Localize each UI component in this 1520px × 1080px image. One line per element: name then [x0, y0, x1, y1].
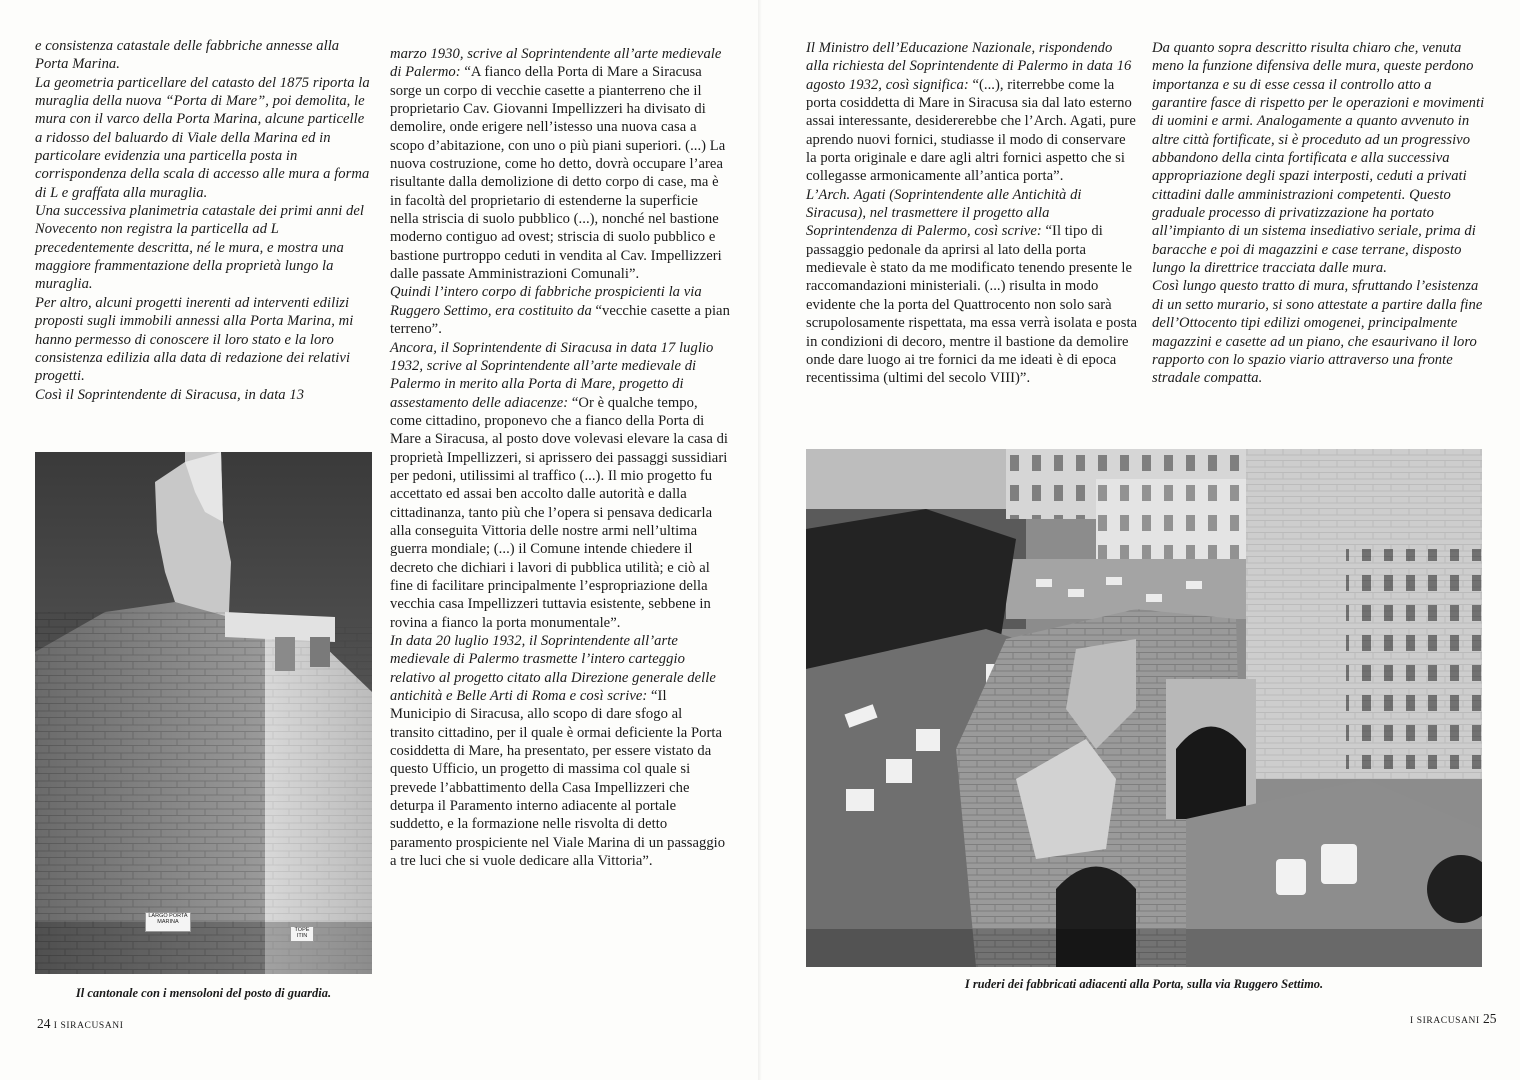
photo-corner-tower	[35, 452, 372, 974]
page-number: 24	[37, 1016, 51, 1031]
paragraph: Il Ministro dell’Educazione Nazionale, rispondendo alla richiesta del Soprintendente di Palermo in data 16 agosto 1932, così significa: “(...), riterrebbe come la porta cosiddetta di Mare in Siracusa sia dal lato esterno assai interessante, desidererebbe che l’Arch. Agati, pure aprendo nuovi fornici, studiasse il modo di conservare la porta originale e dare agli altri fornici aspetto che si collegasse armonicamente all’antica porta”.	[806, 40, 1136, 185]
photo-corner-tower-graphic	[35, 452, 372, 974]
folio-left	[37, 1016, 124, 1032]
page-number: 25	[1483, 1011, 1497, 1026]
page-gutter	[758, 0, 762, 1080]
caption-left: Il cantonale con i mensoloni del posto di guardia.	[75, 986, 332, 1000]
left-column-2	[390, 45, 730, 870]
photo-ruins-aerial	[806, 449, 1482, 967]
paragraph: In data 20 luglio 1932, il Soprintendente all’arte medievale di Palermo trasmette l’intero carteggio relativo al progetto citato alla Direzione generale delle antichità e Belle Arti di Roma e così scrive: “Il Municipio di Siracusa, allo scopo di dare sfogo al transito cittadino, per il quale è ormai deficiente la Porta cosiddetta di Mare, ha presentato, per essere vistato da questo Ufficio, un progetto di massima col quale si prevede l’abbattimento della Casa Impellizzeri che deturpa il Paramento interno adiacente al portale suddetto, e la formazione nelle risvolta di detto paramento prospiciente nel Viale Marina di un passaggio a tre luci che si vuole dedicare alla Vittoria”.	[390, 633, 726, 870]
right-column-2	[1152, 39, 1486, 388]
paragraph: Una successiva planimetria catastale dei primi anni del Novecento non registra la particella ad L precedentemente descritta, né le mura, e mostra una maggiore frammentazione della proprietà lungo la muraglia.	[35, 203, 365, 293]
photo-ruins-aerial-graphic	[806, 449, 1482, 967]
right-column-1	[806, 39, 1138, 388]
paragraph: marzo 1930, scrive al Soprintendente all’arte medievale di Palermo: “A fianco della Porta di Mare a Siracusa sorge un corpo di vecchie casette a pianterreno che il proprietario Cav. Giovanni Impellizzeri ha divisato di demolire, onde erigere nell’istesso una nuova casa a scopo d’abitazione, con uno o più piani superiori. (...) La nuova costruzione, come ho detto, dovrà occupare l’area risultante dalla demolizione di detto corpo di case, ma è in facoltà del proprietario di estenderne la superficie nella striscia di suolo pubblico (...), nonché nel bastione moderno contiguo ad ovest; striscia di suolo pubblico e bastione purtroppo ceduti in vendita al Cav. Impellizzeri dalle passate Amministrazioni Comunali”.	[390, 46, 726, 283]
paragraph: La geometria particellare del catasto del 1875 riporta la muraglia della nuova “Porta di Mare”, poi demolita, le mura con il varco della Porta Marina, alcune particelle a ridosso del baluardo di Viale della Marina ed in particolare evidenzia una particella posta in corrispondenza della scala di accesso alle mura a forma di L e graffata alla muraglia.	[35, 74, 370, 201]
paragraph: e consistenza catastale delle fabbriche annesse alla Porta Marina.	[35, 38, 340, 73]
left-column-1	[35, 37, 373, 404]
paragraph: Ancora, il Soprintendente di Siracusa in data 17 luglio 1932, scrive al Soprintendente all’arte medievale di Palermo in merito alla Porta di Mare, progetto di assestamento delle adiacenze: “Or è qualche tempo, come cittadino, proponevo che a fianco della Porta di Mare a Siracusa, al posto dove volevasi elevare la casa di proprietà Impellizzeri, si aprissero dei passaggi sussidiari per pedoni, utilissimi al traffico (...). Il mio progetto fu accettato ed assai ben accolto dalle autorità e dalla cittadinanza, tanto più che l’opera si pensava dedicarla alla conseguita Vittoria delle nostre armi nell’ultima guerra mondiale; (...) il Comune intende chiedere il decreto che dichiari i lavori di pubblica utilità; e ciò al fine di facilitare principalmente l’espropriazione della vecchia casa Impellizzeri tuttavia esistente, sebbene in rovina a fianco la porta monumentale”.	[390, 339, 729, 631]
paragraph: Da quanto sopra descritto risulta chiaro che, venuta meno la funzione difensiva delle mura, queste perdono importanza e su di esse cessa il controllo atto a garantire fasce di rispetto per le operazioni e movimenti di uomini e armi. Analogamente a quanto avvenuto in altre città fortificate, si è proceduto ad un progressivo abbandono della cinta fortificata e alla successiva appropriazione degli spazi interposti, ceduti a privati cittadini dalle amministrazioni competenti. Questo graduale processo di privatizzazione ha portato all’impianto di un sistema insediativo seriale, prima di baracche e poi di magazzini e case terrane, disposto lungo la direttrice tracciata dalle mura.	[1152, 40, 1485, 277]
paragraph: Così il Soprintendente di Siracusa, in data 13	[35, 386, 305, 403]
paragraph: Per altro, alcuni progetti inerenti ad interventi edilizi proposti sugli immobili annessi alla Porta Marina, mi hanno permesso di conoscere il loro stato e la loro consistenza edilizia alla data di redazione dei relativi progetti.	[35, 294, 354, 385]
street-sign-small: TOPE ITIN	[290, 926, 314, 942]
paragraph: Quindi l’intero corpo di fabbriche prospicienti la via Ruggero Settimo, era costituito da “vecchie casette a pian terreno”.	[390, 284, 730, 338]
folio-right	[1410, 1011, 1497, 1027]
paragraph: L’Arch. Agati (Soprintendente alle Antichità di Siracusa), nel trasmettere il progetto alla Soprintendenza di Palermo, così scrive: “Il tipo di passaggio pedonale da aprirsi al lato della porta medievale è stato da me modificato tenendo presente le raccomandazioni ministeriali. (...) risulta in modo evidente che la porta del Quattrocento non solo sarà scrupolosamente rispettata, ma essa verrà isolata e posta in condizioni di decoro, mentre il bastione da demolire onde dare luogo ai tre fornici da me ideati è di epoca recentissima (ultimi del secolo VIII)”.	[806, 186, 1138, 387]
caption-right: I ruderi dei fabbricati adiacenti alla Porta, sulla via Ruggero Settimo.	[964, 977, 1324, 991]
street-sign-largo-porta-marina: LARGO PORTA MARINA	[145, 912, 191, 932]
paragraph: Così lungo questo tratto di mura, sfruttando l’esistenza di un setto murario, si sono attestate a partire dalla fine dell’Ottocento tipi edilizi omogenei, principalmente magazzini e casette ad un piano, che esaurivano il loro rapporto con lo spazio viario attraverso una fronte stradale compatta.	[1152, 278, 1483, 387]
magazine-name: I SIRACUSANI	[1410, 1016, 1480, 1026]
magazine-name: I SIRACUSANI	[53, 1021, 124, 1031]
